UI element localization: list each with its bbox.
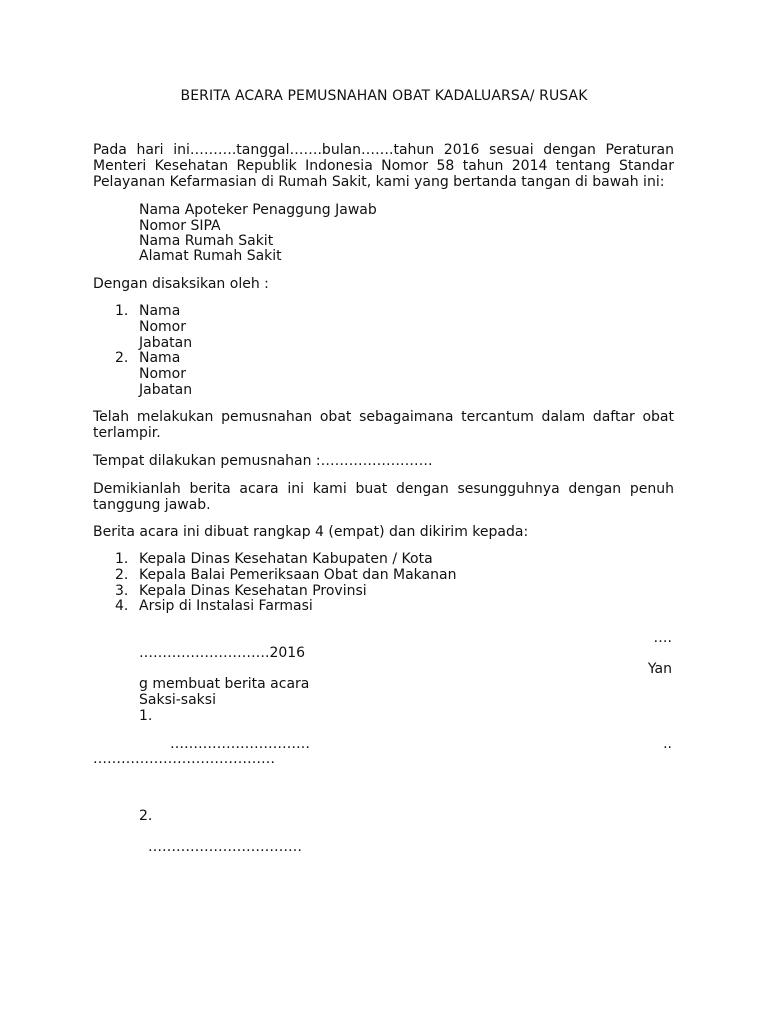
- witness-1-number-field: Nomor: [139, 319, 186, 335]
- identity-field-hospital: Nama Rumah Sakit: [139, 233, 274, 249]
- witness-2-number-field: Nomor: [139, 366, 186, 382]
- signature-witness-1-number: 1.: [139, 708, 153, 724]
- signature-witness-1-dots: …………………………: [170, 736, 310, 752]
- signature-dots-left-long: …………………………………: [93, 751, 275, 767]
- recipient-2-number: 2.: [115, 567, 129, 583]
- witness-2-position: Jabatan: [139, 382, 193, 398]
- signature-witness-2-number: 2.: [139, 808, 153, 824]
- copies-intro: Berita acara ini dibuat rangkap 4 (empat) dan dikirim kepada:: [93, 524, 529, 540]
- closing-line-1: Demikianlah berita acara ini kami buat dengan sesungguhnya dengan penuh: [93, 481, 674, 497]
- witness-1-position: Jabatan: [139, 335, 193, 351]
- signature-dots-right: ….: [653, 630, 672, 646]
- recipient-4: Arsip di Instalasi Farmasi: [139, 598, 313, 614]
- place-line: Tempat dilakukan pemusnahan :……………………: [93, 453, 433, 469]
- witness-intro: Dengan disaksikan oleh :: [93, 276, 269, 292]
- recipient-3-number: 3.: [115, 583, 129, 599]
- intro-line-3: Pelayanan Kefarmasian di Rumah Sakit, kami yang bertanda tangan di bawah ini:: [93, 174, 665, 190]
- signature-maker-line: g membuat berita acara: [139, 676, 310, 692]
- identity-field-address: Alamat Rumah Sakit: [139, 248, 282, 264]
- recipient-2: Kepala Balai Pemeriksaan Obat dan Makanan: [139, 567, 457, 583]
- intro-line-2: Menteri Kesehatan Republik Indonesia Nomor 58 tahun 2014 tentang Standar: [93, 158, 674, 174]
- recipient-1: Kepala Dinas Kesehatan Kabupaten / Kota: [139, 551, 433, 567]
- witness-1-name: Nama: [139, 303, 181, 319]
- intro-line-1: Pada hari ini……….tanggal…….bulan…….tahun 2016 sesuai dengan Peraturan: [93, 142, 674, 158]
- closing-line-2: tanggung jawab.: [93, 497, 211, 513]
- identity-field-name: Nama Apoteker Penaggung Jawab: [139, 202, 377, 218]
- signature-witnesses-label: Saksi-saksi: [139, 692, 216, 708]
- statement-line-2: terlampir.: [93, 425, 161, 441]
- witness-2-name: Nama: [139, 350, 181, 366]
- recipient-1-number: 1.: [115, 551, 129, 567]
- signature-date-line: ……………………….2016: [139, 645, 306, 661]
- witness-1-number: 1.: [115, 303, 129, 319]
- statement-line-1: Telah melakukan pemusnahan obat sebagaimana tercantum dalam daftar obat: [93, 409, 674, 425]
- document-title: BERITA ACARA PEMUSNAHAN OBAT KADALUARSA/ RUSAK: [180, 88, 588, 104]
- signature-witness-2-dots: ……………………………: [148, 839, 302, 855]
- signature-dots-right-short: ..: [663, 736, 672, 752]
- recipient-3: Kepala Dinas Kesehatan Provinsi: [139, 583, 367, 599]
- signature-yan: Yan: [647, 661, 672, 677]
- recipient-4-number: 4.: [115, 598, 129, 614]
- identity-field-sipa: Nomor SIPA: [139, 218, 221, 234]
- witness-2-number: 2.: [115, 350, 129, 366]
